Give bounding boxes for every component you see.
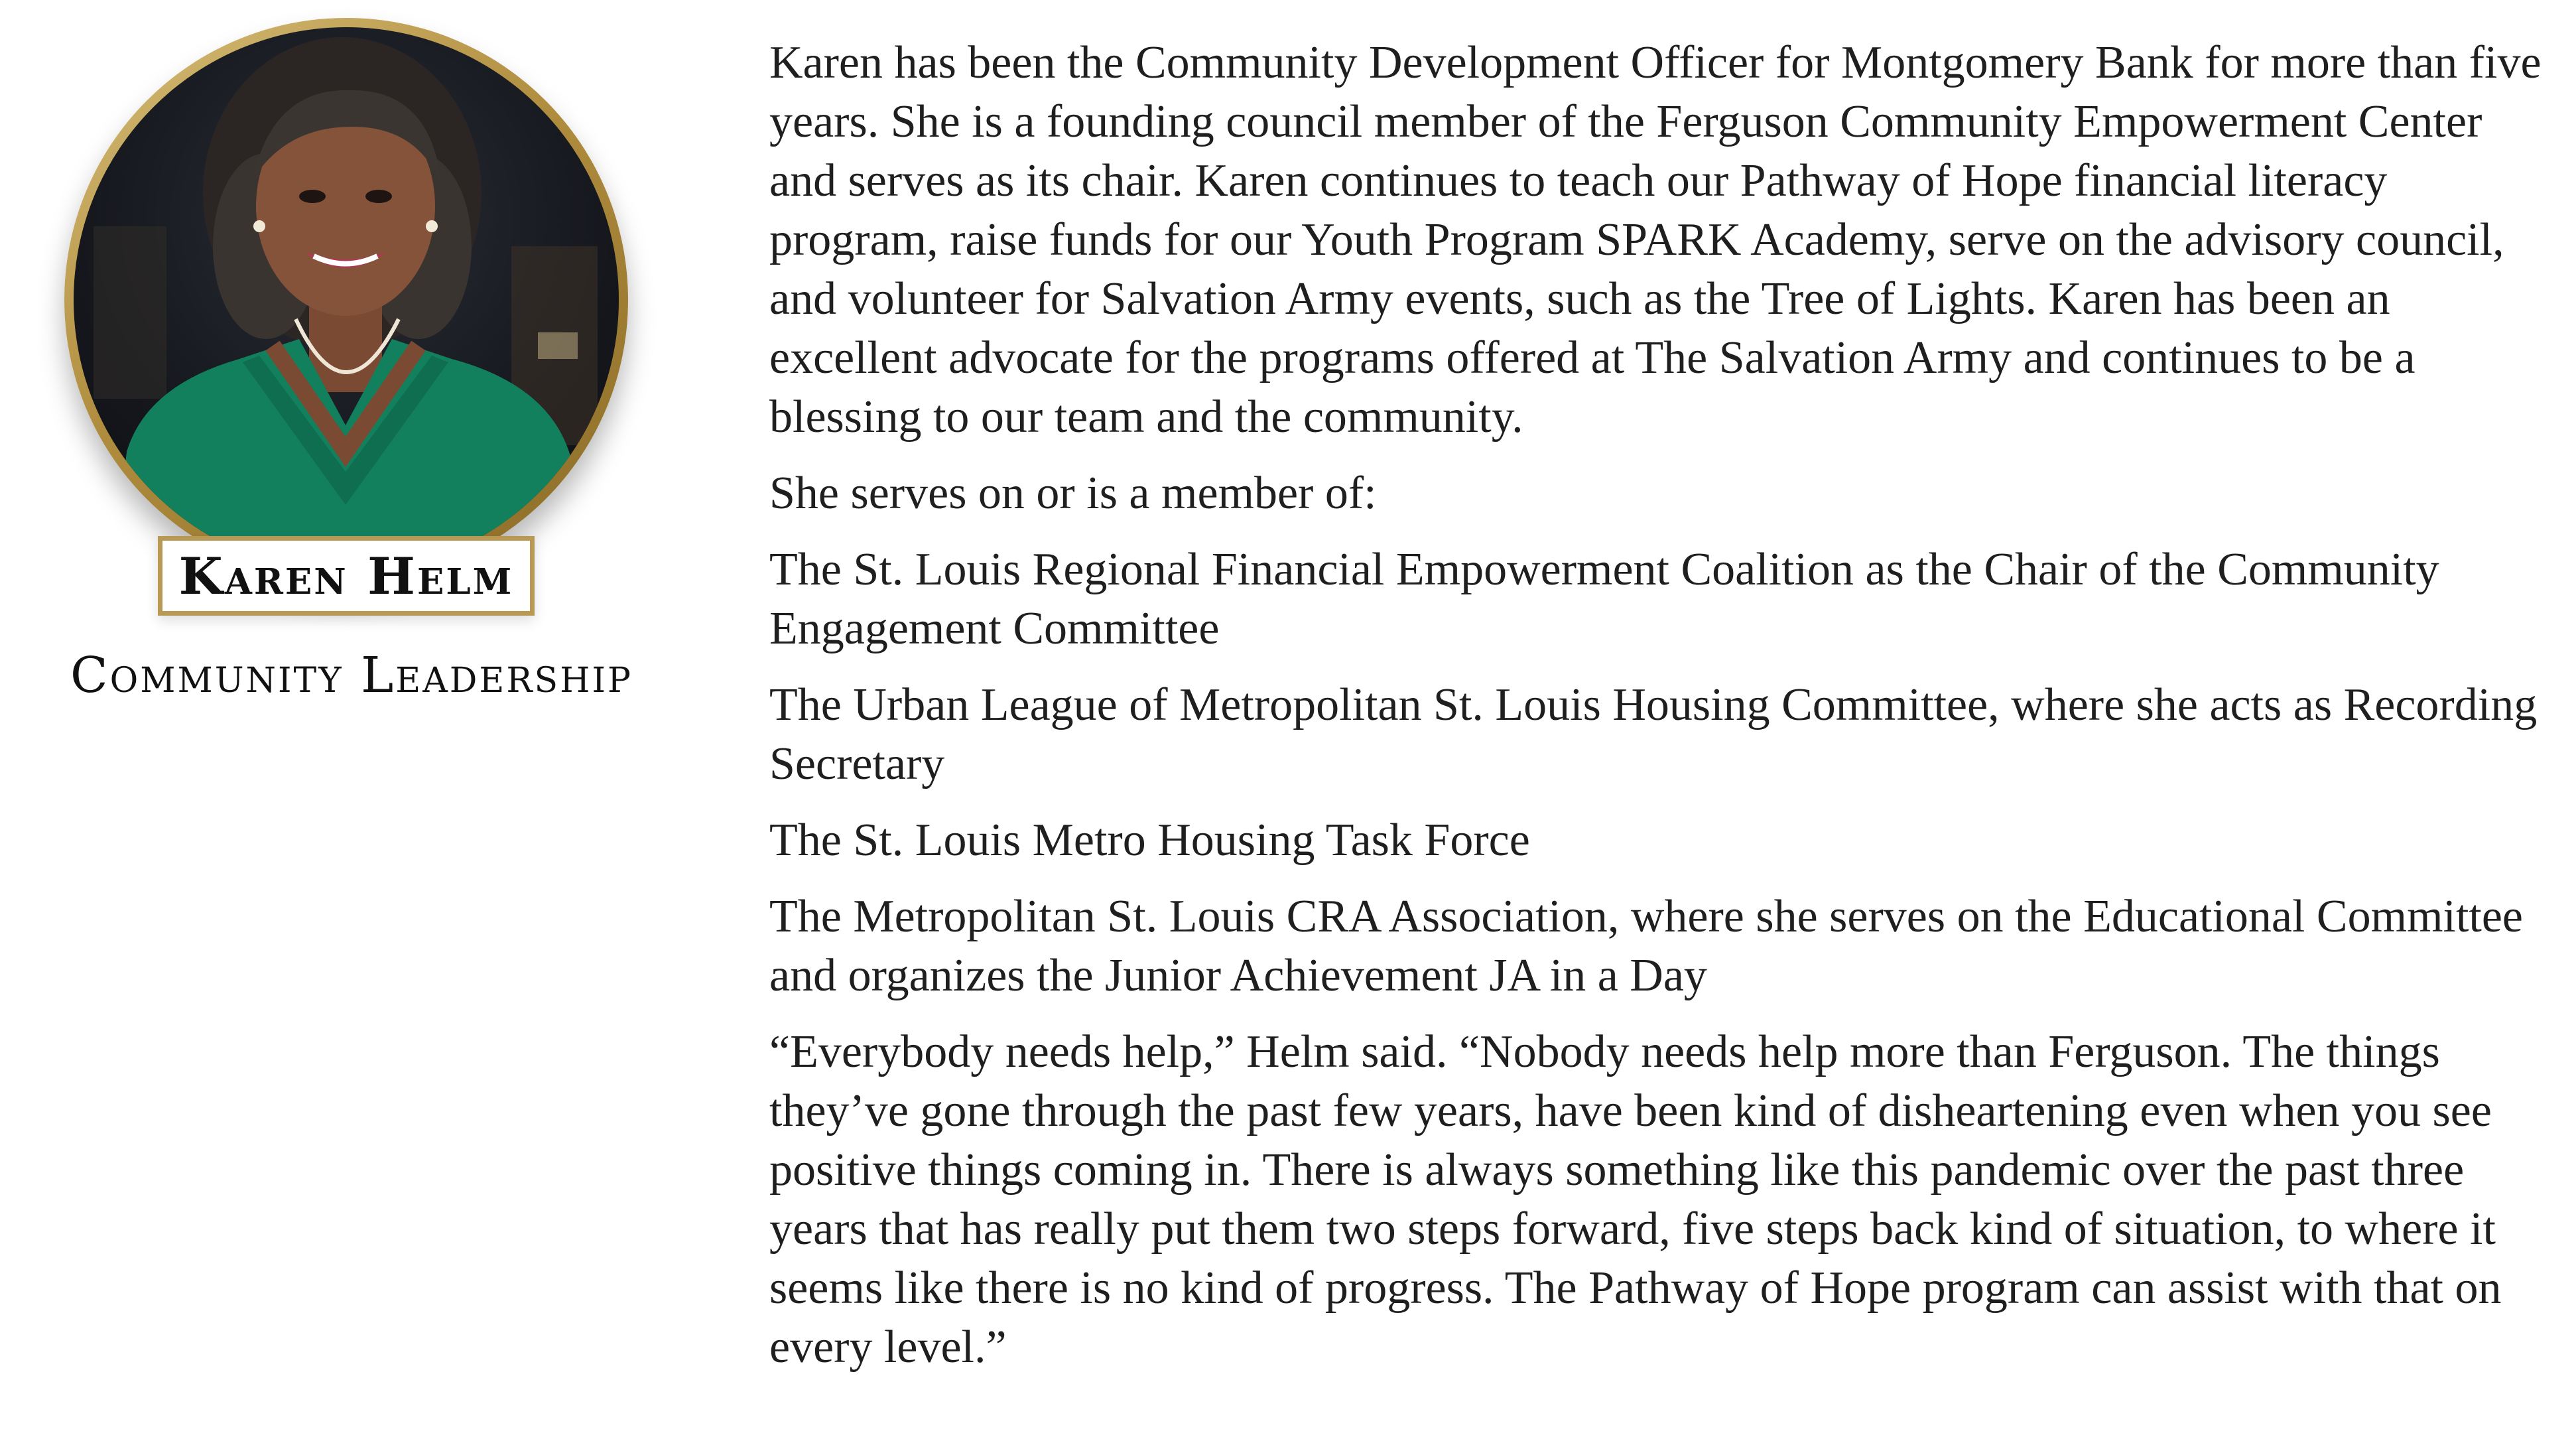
portrait-illustration bbox=[74, 27, 619, 573]
portrait-photo bbox=[74, 27, 619, 573]
person-role: Community Leadership bbox=[70, 647, 633, 704]
person-name: Karen Helm bbox=[178, 546, 514, 606]
memberships-heading: She serves on or is a member of: bbox=[769, 468, 1377, 519]
bio-text bbox=[769, 33, 2560, 1394]
membership-item: The Metropolitan St. Louis CRA Association, where she serves on the Educational Committee and organizes the Junior Achievement JA in a Day bbox=[769, 891, 2524, 1001]
membership-item: The St. Louis Metro Housing Task Force bbox=[769, 815, 1530, 866]
membership-item: The Urban League of Metropolitan St. Louis Housing Committee, where she acts as Recording Secretary bbox=[769, 679, 2538, 789]
membership-item: The St. Louis Regional Financial Empowerment Coalition as the Chair of the Community Engagement Committee bbox=[769, 544, 2439, 654]
portrait-frame bbox=[64, 18, 628, 582]
name-plate bbox=[158, 536, 535, 616]
profile-card bbox=[0, 0, 703, 796]
quote-paragraph: “Everybody needs help,” Helm said. “Nobody needs help more than Ferguson. The things they’ve gone through the past few years, have been kind of disheartening even when you see positive things coming in. There is always something like this pandemic over the past three years that has really put them two steps forward, five steps back kind of situation, to where it seems like there is no kind of progress. The Pathway of Hope program can assist with that on every level.” bbox=[769, 1026, 2502, 1373]
bio-intro-paragraph: Karen has been the Community Development Officer for Montgomery Bank for more than five years. She is a founding council member of the Ferguson Community Empowerment Center and serves as its chair. Karen continues to teach our Pathway of Hope financial literacy program, raise funds for our Youth Program SPARK Academy, serve on the advisory council, and volunteer for Salvation Army events, such as the Tree of Lights. Karen has been an excellent advocate for the programs offered at The Salvation Army and continues to be a blessing to our team and the community. bbox=[769, 37, 2542, 443]
